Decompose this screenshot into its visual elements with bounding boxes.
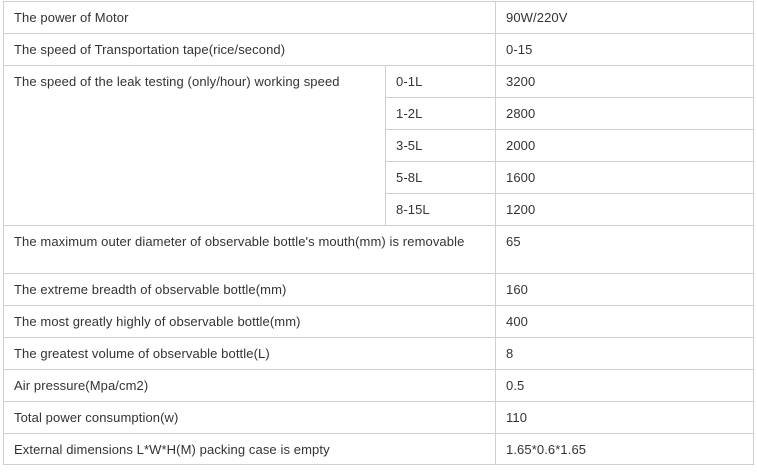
sub-row-range: 3-5L [386, 130, 496, 162]
row-label: The most greatly highly of observable bottle(mm) [4, 306, 496, 338]
sub-row-range: 5-8L [386, 162, 496, 194]
specification-table [3, 1, 754, 465]
row-value: 400 [496, 306, 754, 338]
table-row-bottle-height [4, 306, 754, 338]
row-label: The power of Motor [4, 2, 496, 34]
row-label: The maximum outer diameter of observable bottle's mouth(mm) is removable [4, 226, 496, 274]
table-row-bottle-volume [4, 338, 754, 370]
row-value: 160 [496, 274, 754, 306]
table-row-mouth-diameter [4, 226, 754, 274]
table-row-tape-speed [4, 34, 754, 66]
sub-row-value: 1600 [496, 162, 754, 194]
table-row-power-consumption [4, 402, 754, 434]
table-row-air-pressure [4, 370, 754, 402]
row-value: 65 [496, 226, 754, 274]
table-row-leak-speed [4, 66, 754, 98]
row-value: 0.5 [496, 370, 754, 402]
sub-row-range: 8-15L [386, 194, 496, 226]
row-label: The extreme breadth of observable bottle(mm) [4, 274, 496, 306]
row-value: 90W/220V [496, 2, 754, 34]
sub-row-value: 1200 [496, 194, 754, 226]
row-label: External dimensions L*W*H(M) packing case is empty [4, 434, 496, 465]
sub-row-value: 3200 [496, 66, 754, 98]
row-label: Air pressure(Mpa/cm2) [4, 370, 496, 402]
sub-row-range: 1-2L [386, 98, 496, 130]
row-label: Total power consumption(w) [4, 402, 496, 434]
row-label: The speed of the leak testing (only/hour) working speed [4, 66, 386, 226]
table-row-bottle-breadth [4, 274, 754, 306]
row-label: The greatest volume of observable bottle(L) [4, 338, 496, 370]
sub-row-value: 2800 [496, 98, 754, 130]
row-value: 8 [496, 338, 754, 370]
sub-row-value: 2000 [496, 130, 754, 162]
sub-row-range: 0-1L [386, 66, 496, 98]
row-value: 1.65*0.6*1.65 [496, 434, 754, 465]
row-value: 0-15 [496, 34, 754, 66]
table-row-external-dimensions [4, 434, 754, 465]
table-row-motor-power [4, 2, 754, 34]
row-label: The speed of Transportation tape(rice/second) [4, 34, 496, 66]
row-value: 110 [496, 402, 754, 434]
